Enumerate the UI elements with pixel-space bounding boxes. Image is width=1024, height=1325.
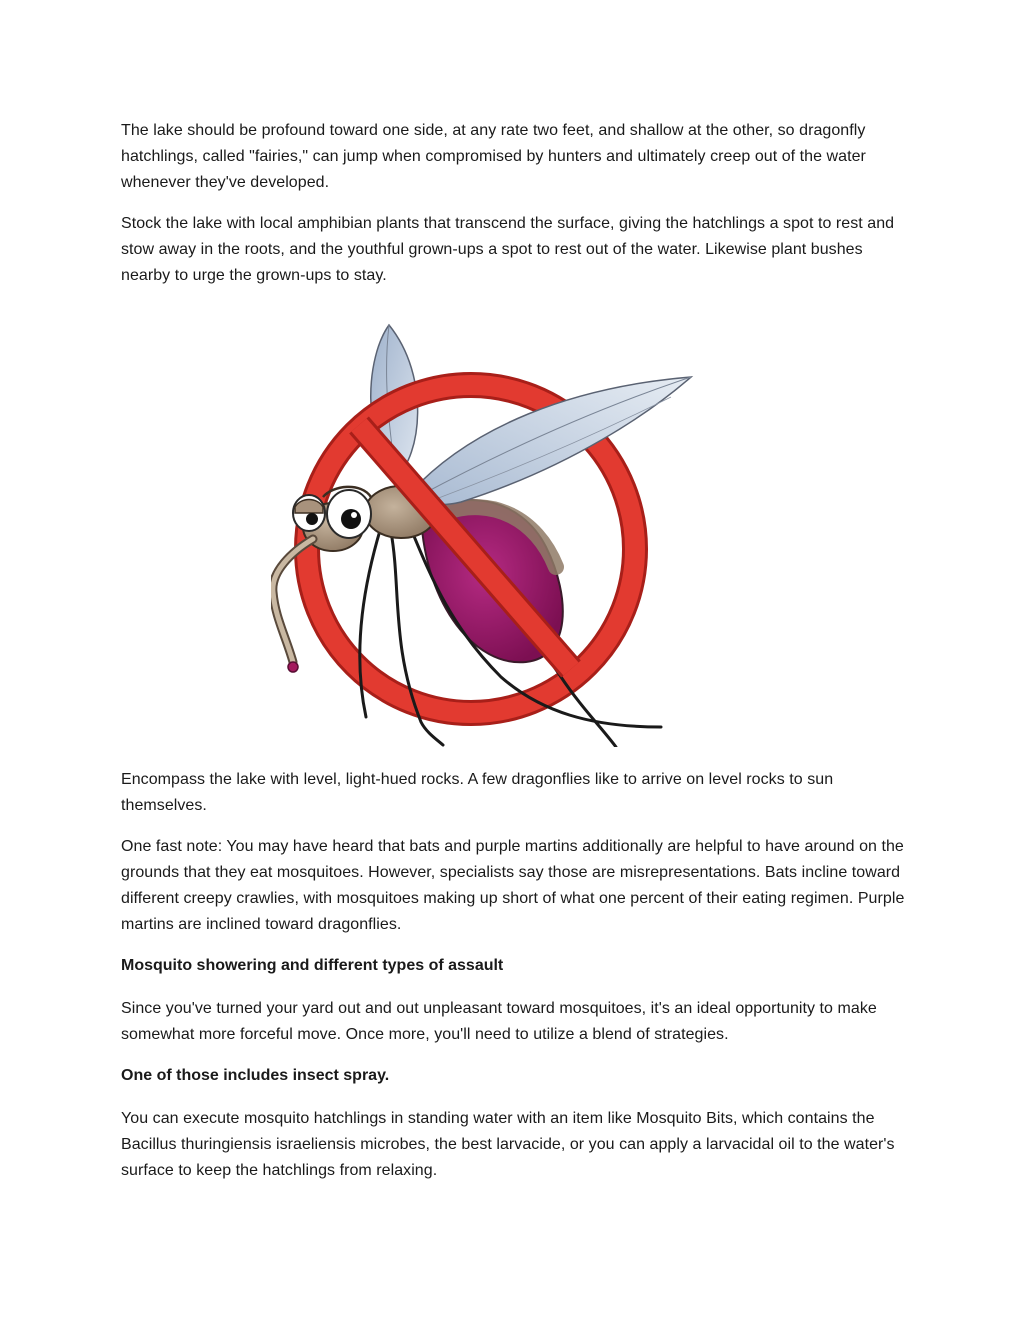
paragraph-lake-depth: The lake should be profound toward one side, at any rate two feet, and shallow at the other, so dragonfly hatchlings, called "fairies," can jump when compromised by hunters and ultimately creep out of the water whenever they've developed. xyxy=(121,122,866,191)
heading-insect-spray: One of those includes insect spray. xyxy=(121,1067,390,1084)
paragraph-amphibian-plants: Stock the lake with local amphibian plants that transcend the surface, giving the hatchlings a spot to rest and stow away in the roots, and the youthful grown-ups a spot to rest out of the water. Likewise plant bushes nearby to urge the grown-ups to stay. xyxy=(121,215,895,284)
paragraph-larvacide: You can execute mosquito hatchlings in standing water with an item like Mosquito Bits, which contains the Bacillus thuringiensis israeliensis microbes, the best larvacide, or you can apply a larvacidal oil to the water's surface to keep the hatchlings from relaxing. xyxy=(121,1110,895,1179)
no-mosquito-icon xyxy=(271,317,711,747)
paragraph-forceful-move: Since you've turned your yard out and out unpleasant toward mosquitoes, it's an ideal opportunity to make somewhat more forceful move. Once more, you'll need to utilize a blend of strategies. xyxy=(121,1000,877,1043)
no-mosquito-illustration xyxy=(271,317,711,747)
paragraph-bats-martins: One fast note: You may have heard that bats and purple martins additionally are helpful to have around on the grounds that they eat mosquitoes. However, specialists say those are misrepresentations. Bats incline toward different creepy crawlies, with mosquitoes making up short of what one percent of their eating regimen. Purple martins are inclined toward dragonflies. xyxy=(121,838,905,933)
heading-mosquito-showering: Mosquito showering and different types of assault xyxy=(121,957,504,974)
paragraph-rocks: Encompass the lake with level, light-hued rocks. A few dragonflies like to arrive on level rocks to sun themselves. xyxy=(121,771,834,814)
document-page xyxy=(121,118,911,1199)
